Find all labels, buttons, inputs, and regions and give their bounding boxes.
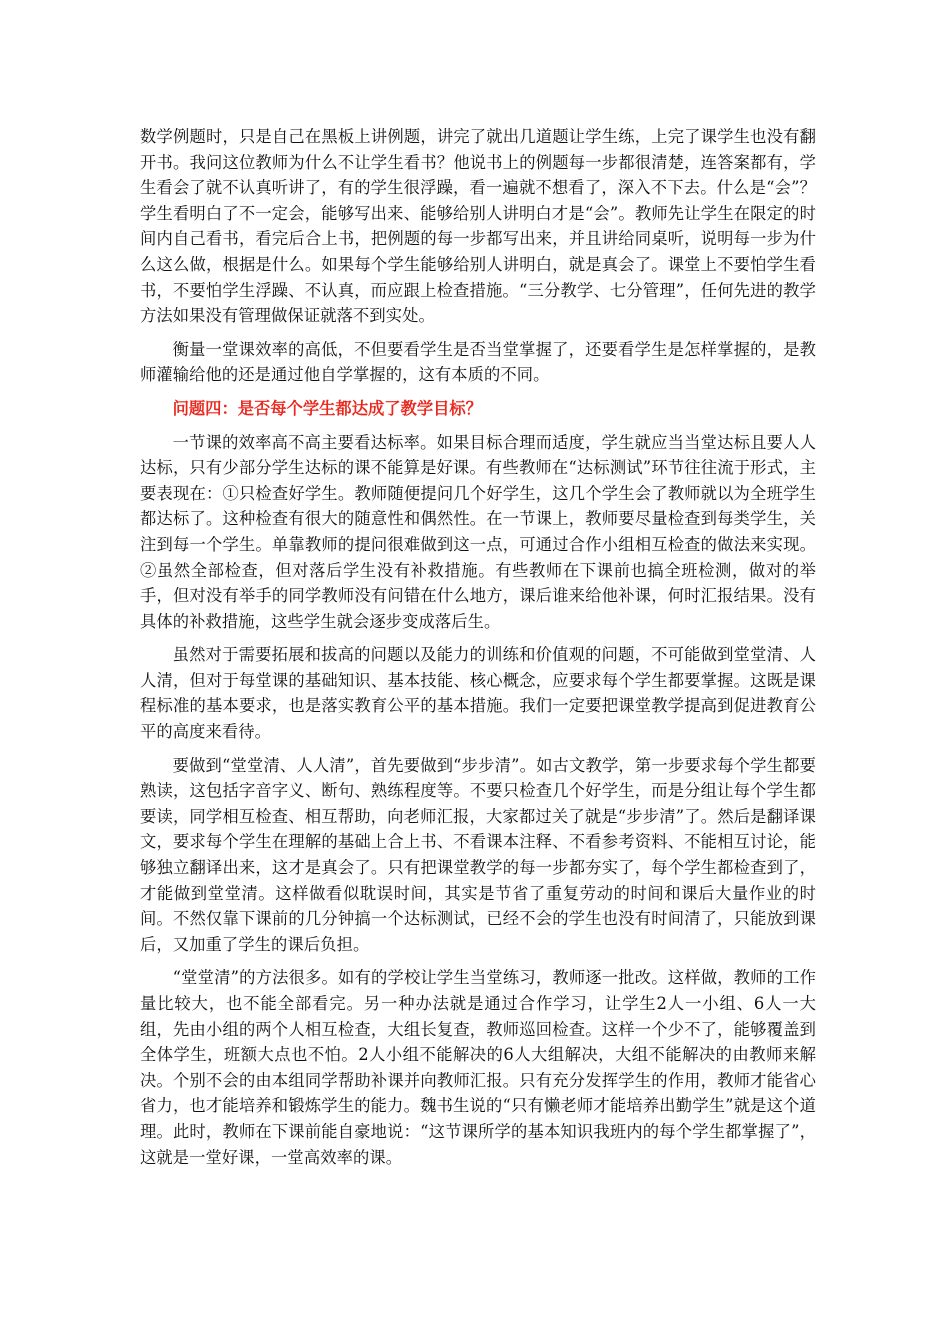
body-paragraph: 数学例题时，只是自己在黑板上讲例题，讲完了就出几道题让学生练，上完了课学生也没有翻开书。我问这位教师为什么不让学生看书？他说书上的例题每一步都很清楚，连答案都有，学生看会了就不认真听讲了，有的学生很浮躁，看一遍就不想看了，深入不下去。什么是“会”？学生看明白了不一定会，能够写出来、能够给别人讲明白才是“会”。教师先让学生在限定的时间内自己看书，看完后合上书，把例题的每一步都写出来，并且讲给同桌听，说明每一步为什么这么做，根据是什么。如果每个学生能够给别人讲明白，就是真会了。课堂上不要怕学生看书，不要怕学生浮躁、不认真，而应跟上检查措施。“三分教学、七分管理”，任何先进的教学方法如果没有管理做保证就落不到实处。 <box>140 127 816 326</box>
document-page <box>140 124 816 1170</box>
body-paragraph: 虽然对于需要拓展和拔高的问题以及能力的训练和价值观的问题，不可能做到堂堂清、人人清，但对于每堂课的基础知识、基本技能、核心概念，应要求每个学生都要掌握。这既是课程标准的基本要求，也是落实教育公平的基本措施。我们一定要把课堂教学提高到促进教育公平的高度来看待。 <box>140 645 816 742</box>
body-paragraph: “堂堂清”的方法很多。如有的学校让学生当堂练习，教师逐一批改。这样做，教师的工作量比较大，也不能全部看完。另一种办法就是通过合作学习，让学生2人一小组、6人一大组，先由小组的两个人相互检查，大组长复查，教师巡回检查。这样一个少不了，能够覆盖到全体学生，班额大点也不怕。2人小组不能解决的6人大组解决，大组不能解决的由教师来解决。个别不会的由本组同学帮助补课并向教师汇报。只有充分发挥学生的作用，教师才能省心省力，也才能培养和锻炼学生的能力。魏书生说的“只有懒老师才能培养出勤学生”就是这个道理。此时，教师在下课前能自豪地说：“这节课所学的基本知识我班内的每个学生都掌握了”，这就是一堂好课，一堂高效率的课。 <box>140 968 816 1167</box>
body-paragraph: 要做到“堂堂清、人人清”，首先要做到“步步清”。如古文教学，第一步要求每个学生都要熟读，这包括字音字义、断句、熟练程度等。不要只检查几个好学生，而是分组让每个学生都要读，同学相互检查、相互帮助，向老师汇报，大家都过关了就是“步步清”了。然后是翻译课文，要求每个学生在理解的基础上合上书、不看课本注释、不看参考资料、不能相互讨论，能够独立翻译出来，这才是真会了。只有把课堂教学的每一步都夯实了，每个学生都检查到了，才能做到堂堂清。这样做看似耽误时间，其实是节省了重复劳动的时间和课后大量作业的时间。不然仅靠下课前的几分钟搞一个达标测试，已经不会的学生也没有时间清了，只能放到课后，又加重了学生的课后负担。 <box>140 755 816 954</box>
section-heading: 问题四：是否每个学生都达成了教学目标？ <box>172 398 482 418</box>
body-paragraph: 一节课的效率高不高主要看达标率。如果目标合理而适度，学生就应当当堂达标且要人人达标，只有少部分学生达标的课不能算是好课。有些教师在“达标测试”环节往往流于形式，主要表现在：①只检查好学生。教师随便提问几个好学生，这几个学生会了教师就以为全班学生都达标了。这种检查有很大的随意性和偶然性。在一节课上，教师要尽量检查到每类学生，关注到每一个学生。单靠教师的提问很难做到这一点，可通过合作小组相互检查的做法来实现。②虽然全部检查，但对落后学生没有补救措施。有些教师在下课前也搞全班检测，做对的举手，但对没有举手的同学教师没有问错在什么地方，课后谁来给他补课，何时汇报结果。没有具体的补救措施，这些学生就会逐步变成落后生。 <box>140 432 816 631</box>
body-paragraph: 衡量一堂课效率的高低，不但要看学生是否当堂掌握了，还要看学生是怎样掌握的，是教师灌输给他的还是通过他自学掌握的，这有本质的不同。 <box>140 339 816 385</box>
